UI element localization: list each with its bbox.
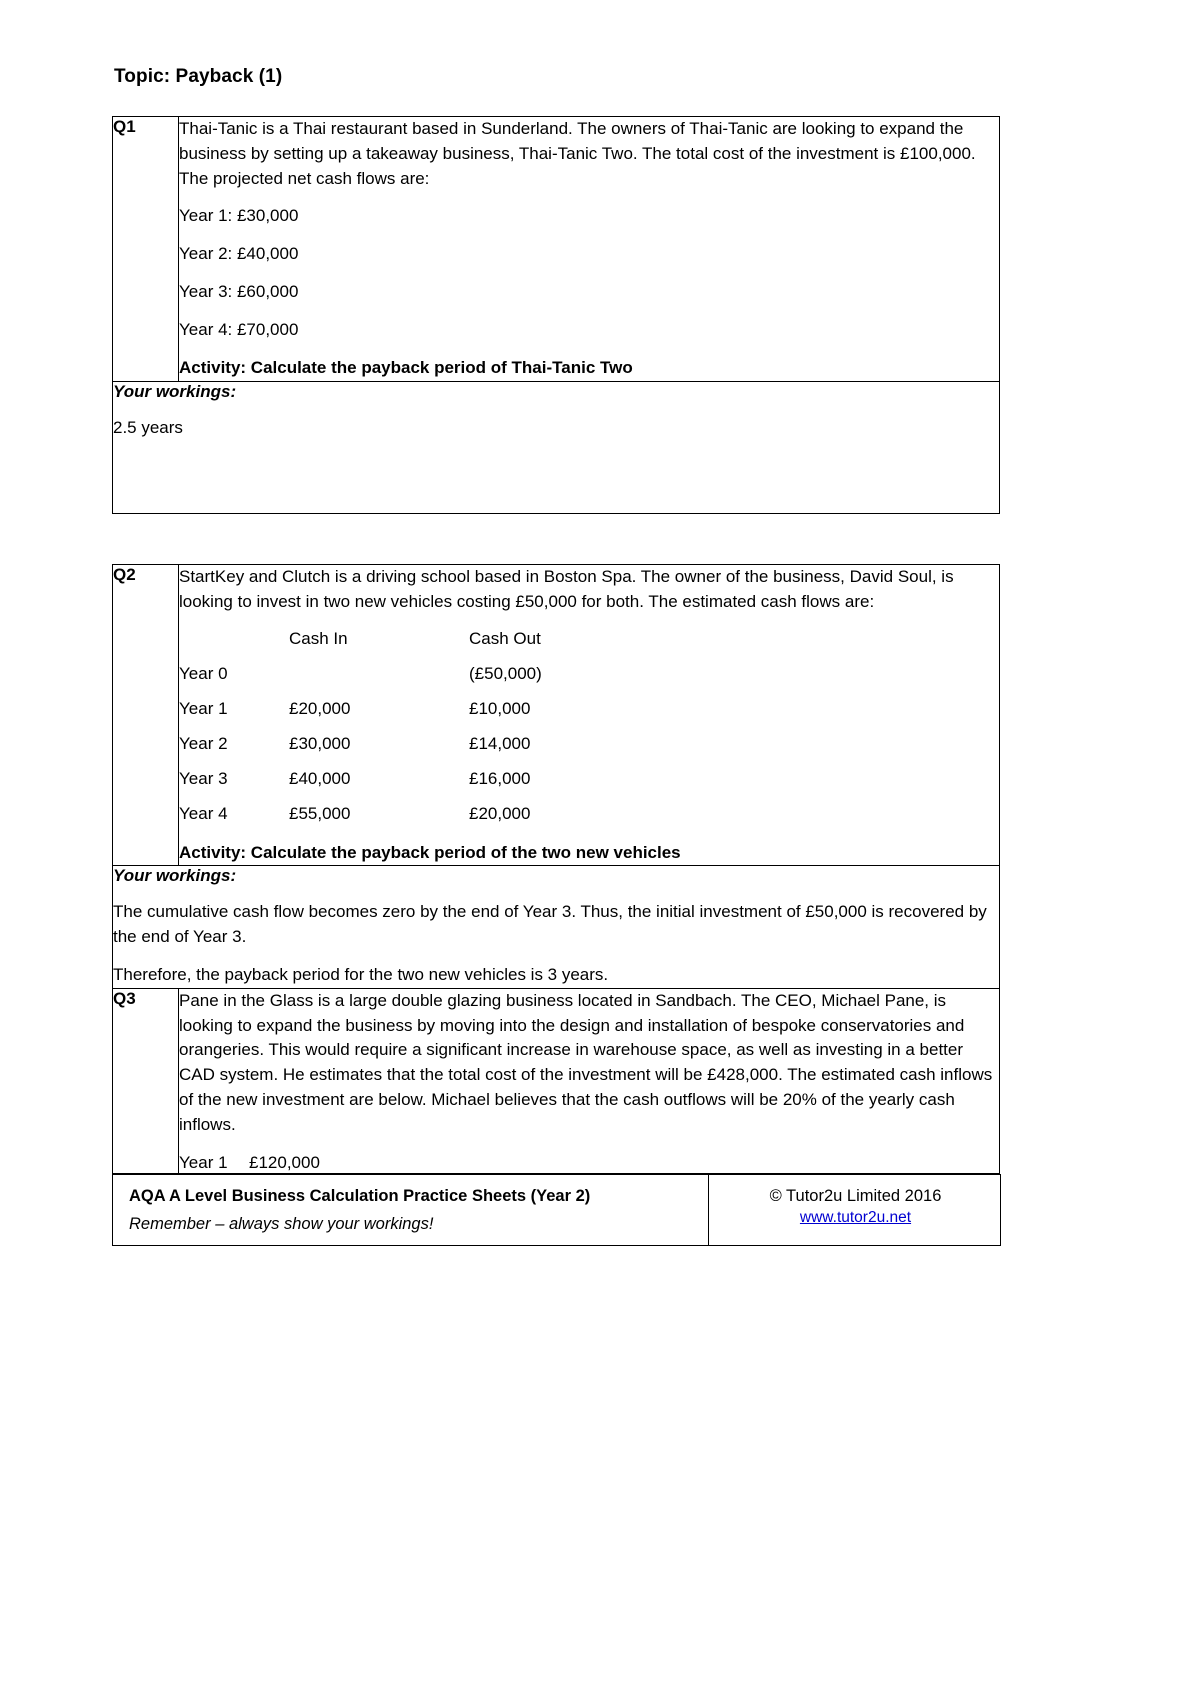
table-row: [179, 803, 669, 838]
question-label-q2: Q2: [113, 565, 179, 866]
workings-answer-q2-2: Therefore, the payback period for the two new vehicles is 3 years.: [113, 964, 609, 984]
cash-cell-out: £16,000: [469, 769, 531, 789]
workings-space-q1: [113, 453, 999, 513]
table-row: [179, 628, 669, 663]
table-row: [179, 768, 669, 803]
cash-cell-year: Year 4: [179, 804, 228, 824]
cash-cell-in: £120,000: [249, 1152, 320, 1172]
workings-label-q2: Your workings:: [113, 866, 237, 886]
cash-flow-row-q3: [179, 1153, 999, 1173]
cash-cell-in: [289, 663, 469, 698]
cash-flow-line: Year 3: £60,000: [179, 282, 299, 302]
cash-cell-year: Year 2: [179, 734, 228, 754]
question-body-q3: [179, 988, 1000, 1173]
workings-answer-q2-1: The cumulative cash flow becomes zero by the end of Year 3. Thus, the initial investment of £50,000 is recovered by the end of Year 3.: [113, 902, 987, 947]
workings-cell-q2[interactable]: [113, 866, 1000, 988]
question-intro-q3: Pane in the Glass is a large double glazing business located in Sandbach. The CEO, Michael Pane, is looking to expand the business by moving into the design and installation of bespoke conservatories and orangeries. This would require a significant increase in warehouse space, as well as investing in a better CAD system. He estimates that the total cost of the investment will be £428,000. The estimated cash inflows of the new investment are below. Michael believes that the cash outflows will be 20% of the yearly cash inflows.: [179, 990, 993, 1134]
table-row: [179, 733, 669, 768]
footer-sheet-title: AQA A Level Business Calculation Practice Sheets (Year 2): [129, 1186, 591, 1205]
cash-flow-line: Year 4: £70,000: [179, 319, 299, 339]
block-gap: [112, 514, 1096, 564]
table-row: [113, 565, 1000, 866]
cash-cell-out: (£50,000): [469, 664, 542, 684]
footer-website-link[interactable]: www.tutor2u.net: [799, 1208, 912, 1226]
question-block-q1: [112, 116, 1000, 514]
activity-line-q1: Activity: Calculate the payback period of Thai-Tanic Two: [179, 357, 633, 377]
cash-cell-year: Year 1: [179, 1152, 228, 1172]
activity-line-q2: Activity: Calculate the payback period of the two new vehicles: [179, 842, 681, 862]
table-row: [113, 988, 1000, 1173]
question-intro-q1: Thai-Tanic is a Thai restaurant based in Sunderland. The owners of Thai-Tanic are looking to expand the business by setting up a takeaway business, Thai-Tanic Two. The total cost of the investment is £100,000. The projected net cash flows are:: [179, 119, 976, 188]
table-row: [113, 117, 1000, 382]
page-title: Topic: Payback (1): [114, 66, 283, 87]
cash-cell-out: £14,000: [469, 734, 531, 754]
footer-reminder: Remember – always show your workings!: [129, 1214, 434, 1233]
workings-cell-q1[interactable]: [113, 381, 1000, 514]
question-intro-q2: StartKey and Clutch is a driving school based in Boston Spa. The owner of the business, David Soul, is looking to invest in two new vehicles costing £50,000 for both. The estimated cash flows are:: [179, 567, 954, 612]
cash-cell-in: £20,000: [289, 699, 351, 719]
cash-flow-line: Year 2: £40,000: [179, 244, 299, 264]
cash-cell-in: £40,000: [289, 769, 351, 789]
footer-copyright: © Tutor2u Limited 2016: [769, 1186, 942, 1205]
cash-header-out: Cash Out: [469, 628, 541, 648]
cash-cell-in: £55,000: [289, 804, 351, 824]
table-row: [113, 1174, 1001, 1245]
question-label-q3: Q3: [113, 988, 179, 1173]
cash-cell-out: £10,000: [469, 699, 531, 719]
cash-header-blank: [179, 628, 289, 663]
cash-header-in: Cash In: [289, 628, 348, 648]
page-footer: [112, 1174, 1001, 1246]
table-row: [113, 381, 1000, 514]
cash-cell-year: Year 1: [179, 699, 228, 719]
cash-cell-year: Year 0: [179, 664, 228, 684]
table-row: [179, 663, 669, 698]
workings-answer-q1: 2.5 years: [113, 417, 183, 437]
cash-flow-line: Year 1: £30,000: [179, 206, 299, 226]
footer-right-cell: [709, 1174, 1001, 1245]
workings-label-q1: Your workings:: [113, 381, 237, 401]
footer-left-cell: [113, 1174, 709, 1245]
question-label-q1: Q1: [113, 117, 179, 382]
question-body-q2: [179, 565, 1000, 866]
cash-cell-year: Year 3: [179, 769, 228, 789]
question-body-q1: [179, 117, 1000, 382]
cash-flow-table-q2: [179, 628, 669, 839]
table-row: [179, 698, 669, 733]
cash-cell-in: £30,000: [289, 734, 351, 754]
table-row: [113, 866, 1000, 988]
question-block-q2-q3: [112, 564, 1000, 1173]
cash-cell-out: £20,000: [469, 804, 531, 824]
